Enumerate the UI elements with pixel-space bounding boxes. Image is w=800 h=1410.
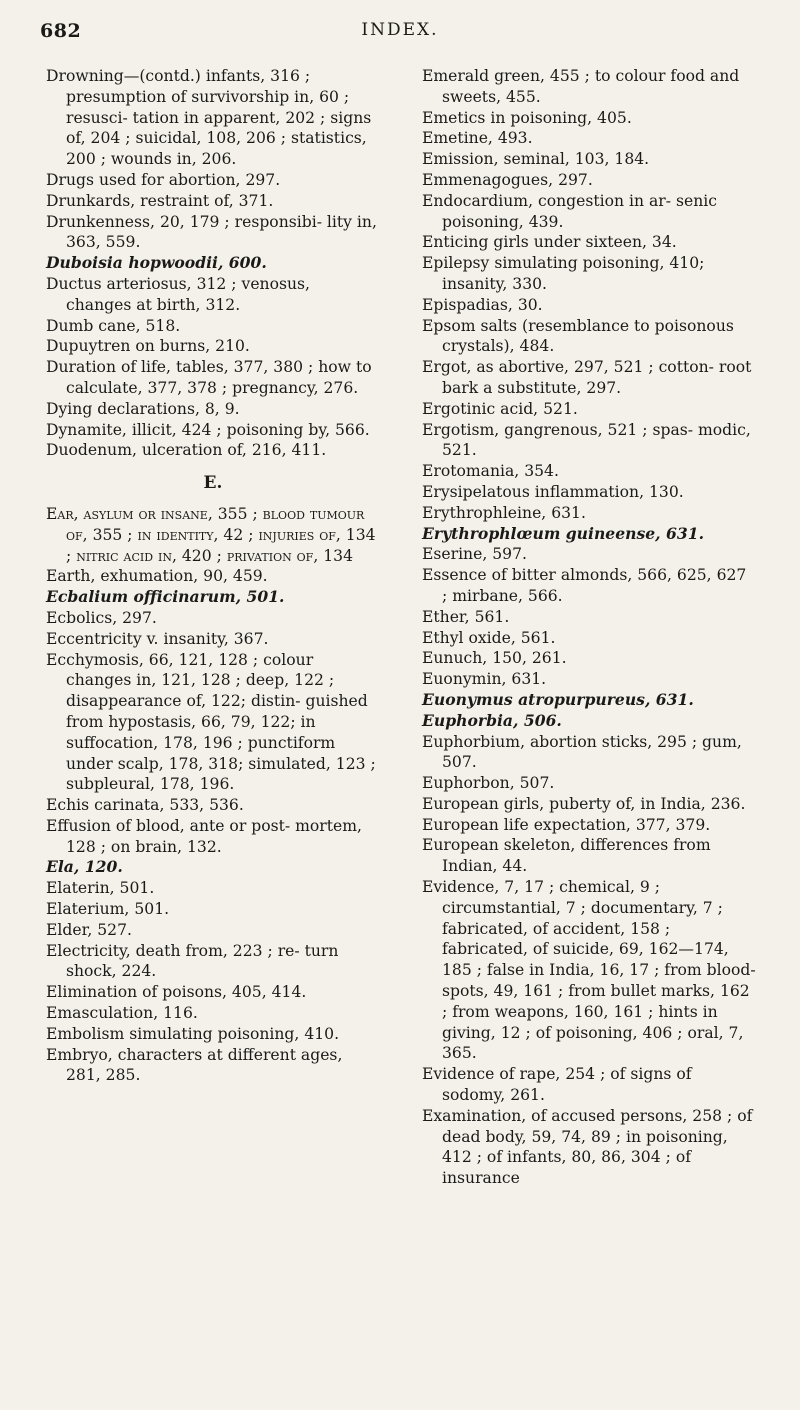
index-entry: Emission, seminal, 103, 184. xyxy=(422,150,650,169)
index-entry: Euphorbium, abortion sticks, 295 ; gum, 507. xyxy=(422,732,742,772)
index-entry: Essence of bitter almonds, 566, 625, 627 ; mirbane, 566. xyxy=(422,566,747,605)
index-entry: Embryo, characters at different ages, 281, 285. xyxy=(46,1045,343,1085)
index-entry: Ethyl oxide, 561. xyxy=(422,628,556,647)
index-entry: Electricity, death from, 223 ; re- turn shock, 224. xyxy=(46,941,339,981)
index-entry: Ecbolics, 297. xyxy=(46,608,157,627)
index-entry: Emmenagogues, 297. xyxy=(422,170,593,189)
index-entry: Ecchymosis, 66, 121, 128 ; colour changes in, 121, 128 ; deep, 122 ; disappearance of, 122; distin- guished from hypostasis, 66, 79, 122; in suffocation, 178, 196 ; punctiform under scalp, 178, 318; simulated, 123 ; subpleural, 178, 196. xyxy=(46,650,376,794)
section-letter-e: E. xyxy=(203,473,223,494)
index-entry-euphorbia: Euphorbia, 506. xyxy=(422,710,562,730)
index-entry: European girls, puberty of, in India, 236. xyxy=(422,794,746,813)
index-entry: Eunuch, 150, 261. xyxy=(422,649,567,668)
index-entry-ear: Ear, asylum or insane, 355 ; blood tumour of, 355 ; in identity, 42 ; injuries of, 134 ; nitric acid in, 420 ; privation of, 134 xyxy=(46,504,376,565)
index-entry: Epsom salts (resemblance to poisonous crystals), 484. xyxy=(422,316,734,356)
index-entry: Drunkenness, 20, 179 ; responsibi- lity in, 363, 559. xyxy=(46,212,377,252)
index-entry: Drunkards, restraint of, 371. xyxy=(46,191,274,210)
index-entry-euonymus: Euonymus atropurpureus, 631. xyxy=(422,689,694,709)
index-entry: Evidence of rape, 254 ; of signs of sodomy, 261. xyxy=(422,1065,692,1105)
index-entry: Ductus arteriosus, 312 ; venosus, changes at birth, 312. xyxy=(46,274,310,314)
index-entry: Erythrophleine, 631. xyxy=(422,503,586,522)
left-column xyxy=(46,66,380,1086)
index-entry: Ergotism, gangrenous, 521 ; spas- modic, 521. xyxy=(422,420,751,460)
index-entry: Dupuytren on burns, 210. xyxy=(46,337,250,356)
index-entry: Elaterium, 501. xyxy=(46,900,170,919)
index-entry: Emerald green, 455 ; to colour food and sweets, 455. xyxy=(422,67,740,106)
index-entry-duboisia: Duboisia hopwoodii, 600. xyxy=(46,253,267,273)
index-entry-ela: Ela, 120. xyxy=(46,857,123,877)
index-entry: Duodenum, ulceration of, 216, 411. xyxy=(46,441,327,460)
index-entry: Emetine, 493. xyxy=(422,129,533,148)
index-entry: Ergot, as abortive, 297, 521 ; cotton- root bark a substitute, 297. xyxy=(422,358,752,397)
index-entry: Dumb cane, 518. xyxy=(46,316,181,335)
index-entry: Embolism simulating poisoning, 410. xyxy=(46,1024,340,1043)
index-entry: Evidence, 7, 17 ; chemical, 9 ; circumstantial, 7 ; documentary, 7 ; fabricated, of accident, 158 ; fabricated, of suicide, 69, 162—174, 185 ; false in India, 16, 17 ; from blood-spots, 49, 161 ; from bullet marks, 162 ; from weapons, 160, 161 ; hints in giving, 12 ; of poisoning, 406 ; oral, 7, 365. xyxy=(422,878,756,1063)
index-entry: Ether, 561. xyxy=(422,607,510,626)
index-entry: Dying declarations, 8, 9. xyxy=(46,399,240,418)
index-entry: European skeleton, differences from Indian, 44. xyxy=(422,836,711,876)
index-entry: Earth, exhumation, 90, 459. xyxy=(46,567,268,586)
index-entry: Elimination of poisons, 405, 414. xyxy=(46,983,307,1002)
index-entry-ecbalium: Ecbalium officinarum, 501. xyxy=(46,587,285,607)
index-entry: Euonymin, 631. xyxy=(422,670,547,689)
index-entry: Erysipelatous inflammation, 130. xyxy=(422,482,684,501)
index-entry: European life expectation, 377, 379. xyxy=(422,815,711,834)
index-entry: Drugs used for abortion, 297. xyxy=(46,170,281,189)
running-title: INDEX. xyxy=(361,20,439,40)
index-entry-erythrophloeum: Erythrophlœum guineense, 631. xyxy=(422,523,704,543)
right-column xyxy=(422,66,756,1189)
index-entry: Emetics in poisoning, 405. xyxy=(422,108,632,127)
index-entry: Enticing girls under sixteen, 34. xyxy=(422,233,677,252)
index-entry: Euphorbon, 507. xyxy=(422,774,555,793)
page-number: 682 xyxy=(40,20,82,42)
index-entry: Endocardium, congestion in ar- senic poisoning, 439. xyxy=(422,191,717,231)
index-entry: Examination, of accused persons, 258 ; of dead body, 59, 74, 89 ; in poisoning, 412 ; of infants, 80, 86, 304 ; of insurance xyxy=(422,1106,753,1188)
index-entry: Elder, 527. xyxy=(46,920,132,939)
index-entry: Eserine, 597. xyxy=(422,545,527,564)
index-entry-drowning: Drowning—(contd.) infants, 316 ; presumption of survivorship in, 60 ; resusci- tation in apparent, 202 ; signs of, 204 ; suicidal, 108, 206 ; statistics, 200 ; wounds in, 206. xyxy=(46,67,372,169)
index-entry: Duration of life, tables, 377, 380 ; how to calculate, 377, 378 ; pregnancy, 276. xyxy=(46,358,372,397)
index-entry: Effusion of blood, ante or post- mortem, 128 ; on brain, 132. xyxy=(46,816,362,856)
index-entry: Dynamite, illicit, 424 ; poisoning by, 566. xyxy=(46,420,370,439)
index-entry: Epilepsy simulating poisoning, 410; insanity, 330. xyxy=(422,254,705,293)
index-entry: Eccentricity v. insanity, 367. xyxy=(46,629,269,648)
index-entry: Ergotinic acid, 521. xyxy=(422,399,578,418)
index-entry: Echis carinata, 533, 536. xyxy=(46,796,244,815)
index-entry: Emasculation, 116. xyxy=(46,1004,198,1023)
index-entry: Erotomania, 354. xyxy=(422,462,559,481)
page-header xyxy=(0,0,800,50)
index-entry: Elaterin, 501. xyxy=(46,879,155,898)
index-entry: Epispadias, 30. xyxy=(422,295,543,314)
